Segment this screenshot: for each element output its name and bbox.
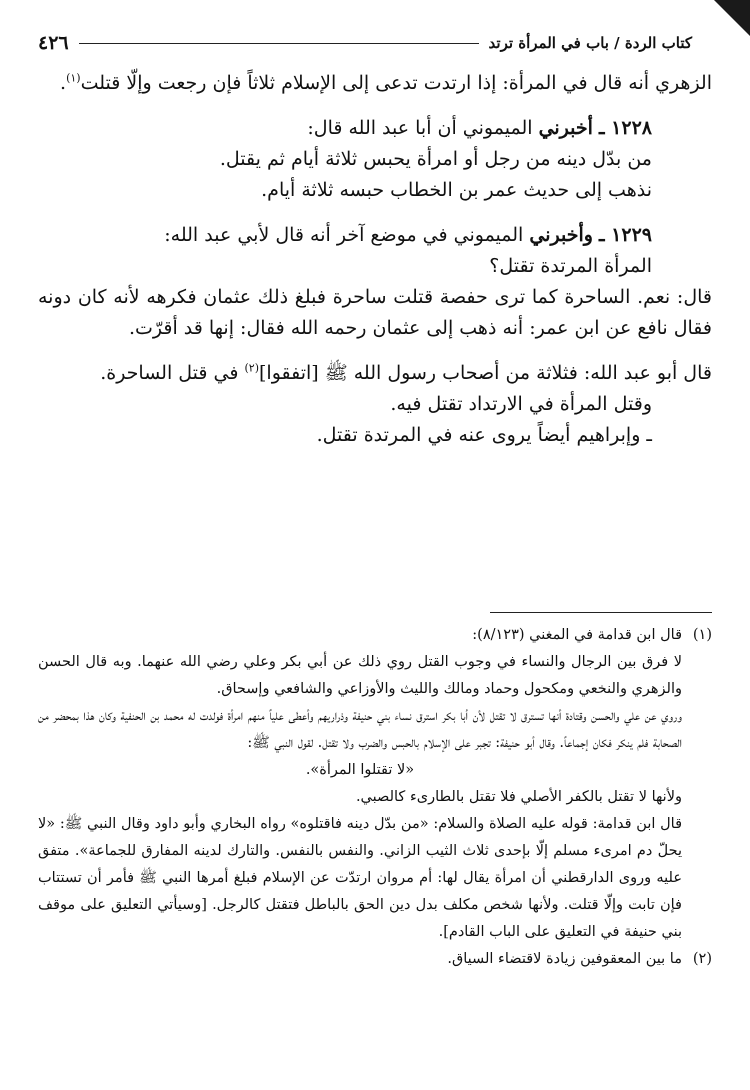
page-number: ٤٢٦ xyxy=(38,32,69,54)
narration-1228-line: نذهب إلى حديث عمر بن الخطاب حبسه ثلاثة أيام. xyxy=(261,179,652,201)
footnote-quote: «لا تقتلوا المرأة». xyxy=(305,762,415,778)
footnote-paragraph: ما بين المعقوفين زيادة لاقتضاء السياق. xyxy=(447,951,682,967)
footnotes xyxy=(38,622,712,973)
footnote-paragraph: لا فرق بين الرجال والنساء في وجوب القتل روي ذلك عن أبي بكر وعلي رضي الله عنهما. وبه قال الحسن والزهري والنخعي ومكحول وحماد ومالك والليث والأوزاعي والشافعي وإسحاق. xyxy=(38,654,682,697)
abu-abdullah-statement: قال أبو عبد الله: فثلاثة من أصحاب رسول الله ﷺ [اتفقوا]$^{(٢)}$ في قتل الساحرة. xyxy=(100,361,712,384)
footnote-body xyxy=(38,946,682,973)
intro-paragraph: الزهري أنه قال في المرأة: إذا ارتدت تدعى إلى الإسلام ثلاثاً فإن رجعت وإلّا قتلت$^{(١)}$. xyxy=(60,71,712,94)
footnote-number: (٢) xyxy=(692,951,712,967)
footnote-ref-1[interactable]: (١) xyxy=(66,71,81,85)
footnote-ref-2[interactable]: (٢) xyxy=(244,361,259,375)
footnote-separator xyxy=(490,612,712,613)
footnote-heading: قال ابن قدامة في المغني (٨/١٢٣): xyxy=(472,627,682,643)
running-title: كتاب الردة / باب في المرأة ترتد xyxy=(488,34,692,52)
text-line: ـ وإبراهيم أيضاً يروى عنه في المرتدة تقتل. xyxy=(316,424,652,446)
narration-1228-line: من بدّل دينه من رجل أو امرأة يحبس ثلاثة أيام ثم يقتل. xyxy=(219,148,652,170)
narration-1229: ١٢٢٩ ـ وأخبرني الميموني في موضع آخر أنه قال لأبي عبد الله: xyxy=(164,224,652,246)
narration-lead: أخبرني xyxy=(538,117,593,139)
text-line: وقتل المرأة في الارتداد تقتل فيه. xyxy=(390,393,652,415)
narration-1229-answer: قال: نعم. الساحرة كما ترى حفصة قتلت ساحرة فبلغ ذلك عثمان فكرهه لأنه كان دونه فقال نافع عن ابن عمر: أنه ذهب إلى عثمان رحمه الله فقال: إنها قد أقرّت. xyxy=(38,286,712,339)
narration-1228: ١٢٢٨ ـ أخبرني الميموني أن أبا عبد الله قال: xyxy=(307,117,652,139)
footnote-1 xyxy=(38,622,712,946)
narration-number: ١٢٢٨ ـ xyxy=(598,117,652,139)
page-corner-fold xyxy=(714,0,750,36)
footnote-paragraph: قال ابن قدامة: قوله عليه الصلاة والسلام: «من بدّل دينه فاقتلوه» رواه البخاري وأبو داود وقال النبي ﷺ: «لا يحلّ دم امرىء مسلم إلّا بإحدى ثلاث الثيب الزاني. والنفس بالنفس. والتارك لدينه المفارق للجماعة». متفق عليه وروى الدارقطني أن امرأة يقال لها: أم مروان ارتدّت عن الإسلام فبلغ أمرها النبي ﷺ فأمر أن تستتاب فإن تابت وإلّا قتلت. ولأنها شخص مكلف بدل دين الحق بالباطل فتقتل كالرجل. [وسيأتي التعليق على موقف بني حنيفة في التعليق على الباب القادم]. xyxy=(38,816,682,940)
footnote-body xyxy=(38,622,682,946)
narration-lead: وأخبرني xyxy=(529,224,593,246)
page-header xyxy=(38,32,692,54)
footnote-2 xyxy=(38,946,712,973)
footnote-number: (١) xyxy=(692,627,712,643)
footnote-paragraph: وروي عن علي والحسن وقتادة أنها تسترق لا تقتل لأن أبا بكر استرق نساء بني حنيفة وذراريهم وأعطى علياً منهم امرأة فولدت له محمد بن الحنفية وكان هذا بمحضر من الصحابة فلم ينكر فكان إجماعاً. وقال أبو حنيفة: تجبر على الإسلام بالحبس والضرب ولا تقتل. لقول النبي ﷺ: xyxy=(37,708,682,751)
narration-number: ١٢٢٩ ـ xyxy=(598,224,652,246)
header-rule xyxy=(79,43,479,44)
narration-1229-question: المرأة المرتدة تقتل؟ xyxy=(489,255,652,277)
main-text xyxy=(38,68,712,451)
footnote-paragraph: ولأنها لا تقتل بالكفر الأصلي فلا تقتل بالطارىء كالصبي. xyxy=(355,789,682,805)
